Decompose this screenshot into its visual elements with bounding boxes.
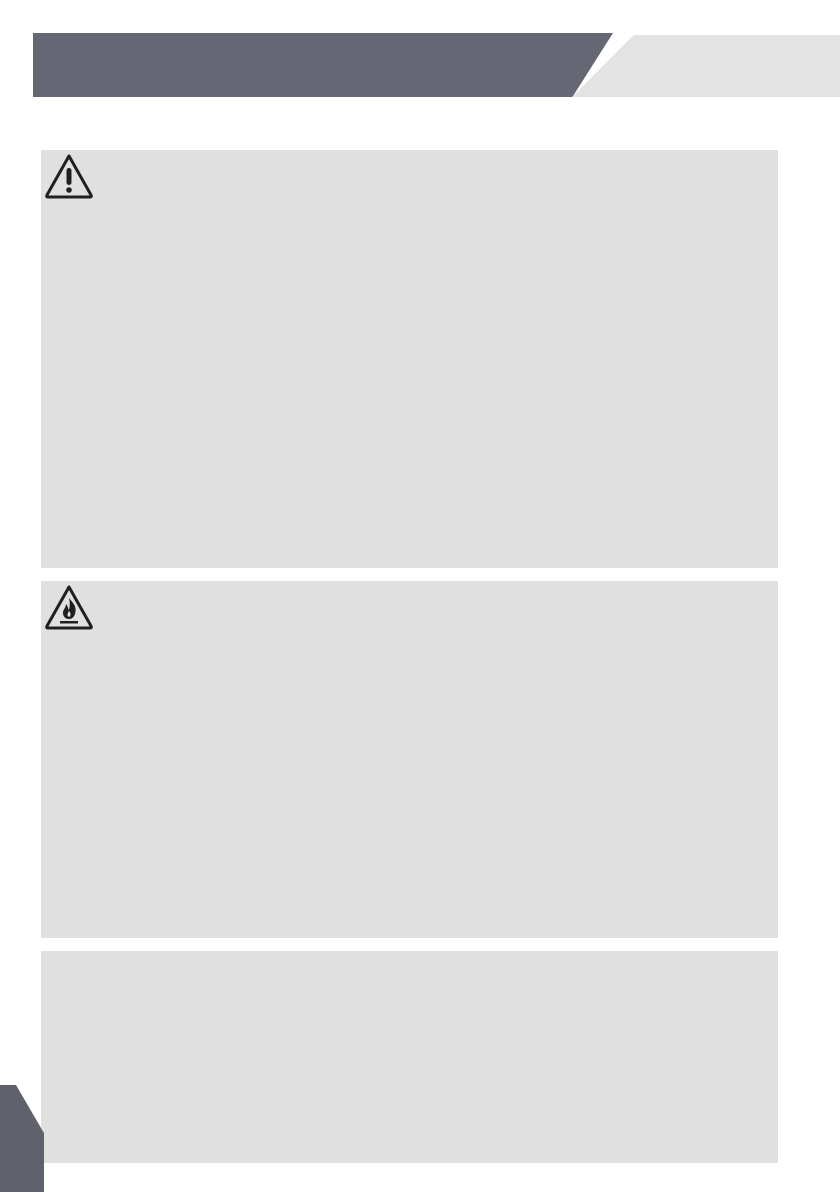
usage-panel (41, 951, 778, 1163)
warning-exclamation-icon (44, 153, 94, 199)
header-bar (33, 33, 613, 97)
flammable-warning-icon (44, 584, 94, 630)
warning-panel-fire (41, 581, 778, 938)
warning-panel-refrigerant (41, 150, 778, 568)
header-tab (572, 35, 840, 97)
